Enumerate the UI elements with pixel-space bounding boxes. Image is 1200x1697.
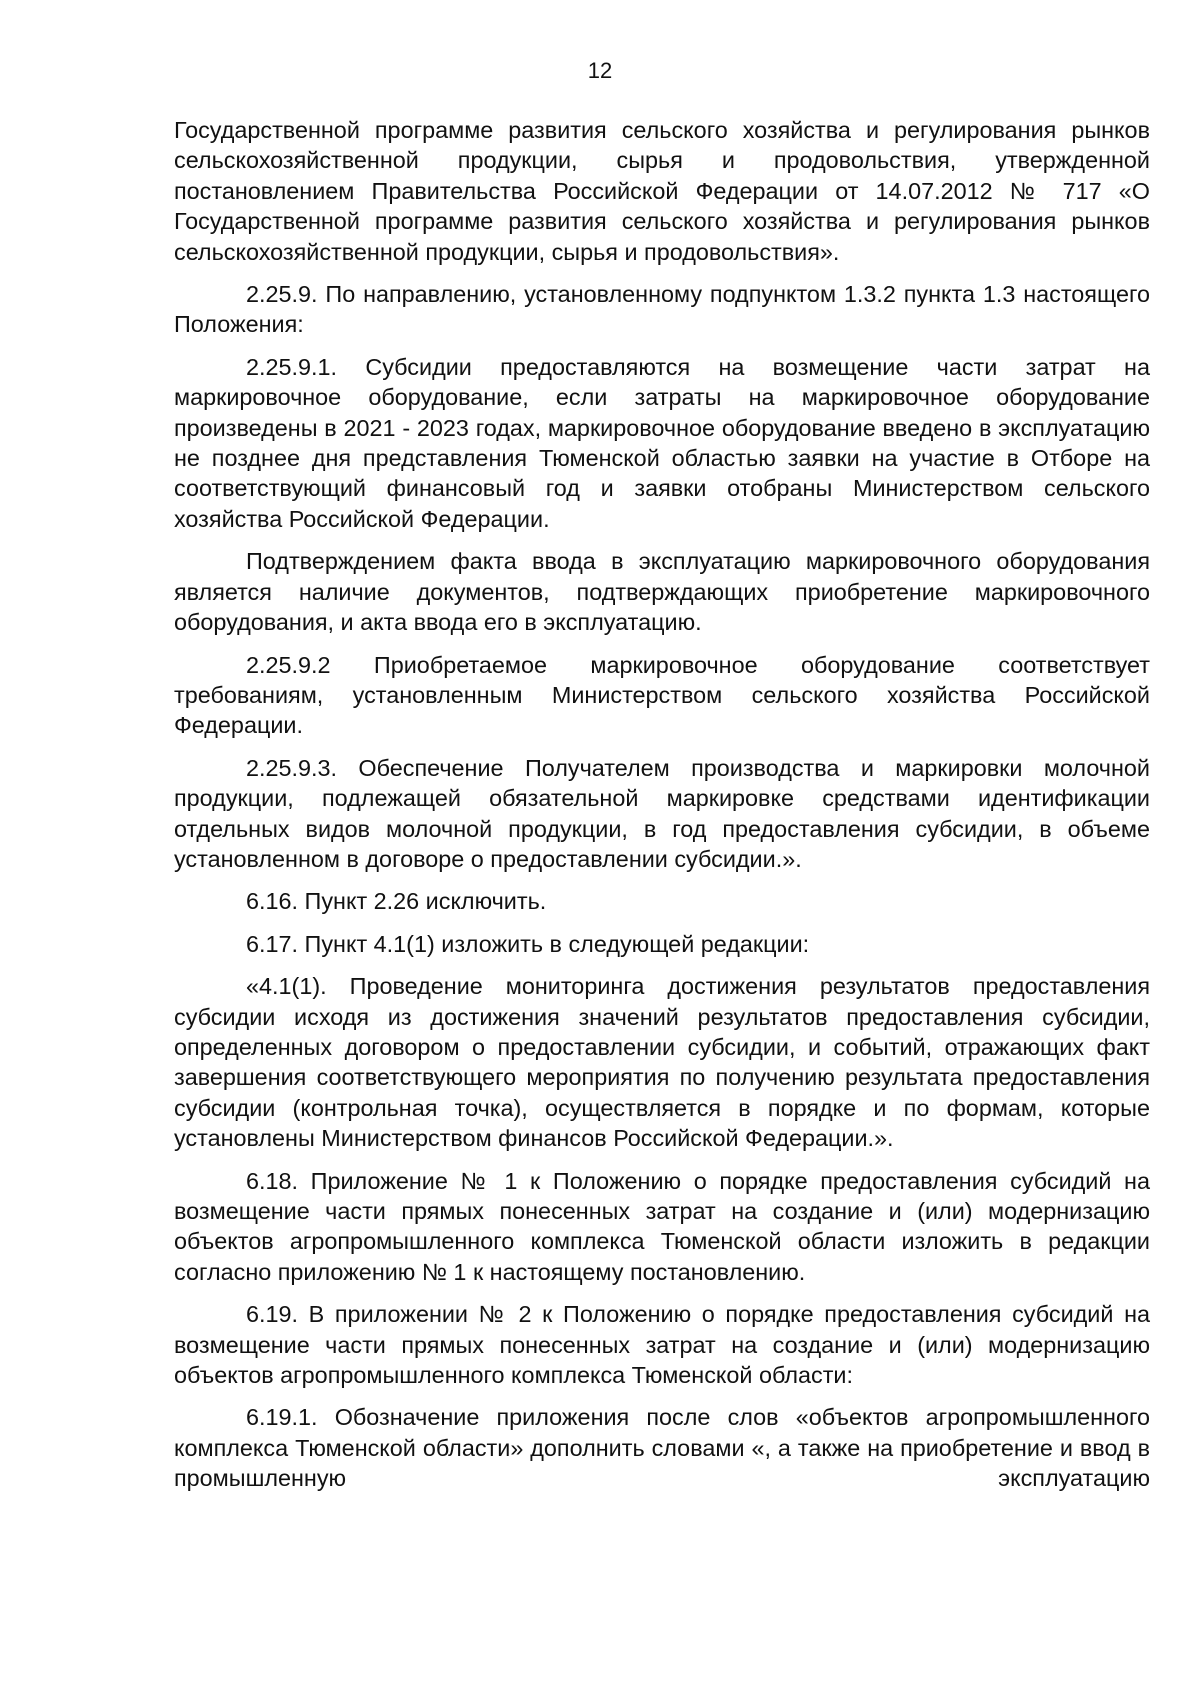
paragraph-2-25-9-1: 2.25.9.1. Субсидии предоставляются на возмещение части затрат на маркировочное оборудование, если затраты на маркировочное оборудование произведены в 2021 - 2023 годах, маркировочное оборудование введено в эксплуатацию не позднее дня представления Тюменской областью заявки на участие в Отборе на соответствующий финансовый год и заявки отобраны Министерством сельского хозяйства Российской Федерации.: [174, 353, 1150, 532]
paragraph-confirmation: Подтверждением факта ввода в эксплуатацию маркировочного оборудования является наличие документов, подтверждающих приобретение маркировочного оборудования, и акта ввода его в эксплуатацию.: [174, 548, 1150, 636]
paragraph-2-25-9: 2.25.9. По направлению, установленному подпунктом 1.3.2 пункта 1.3 настоящего Положения:: [174, 281, 1150, 338]
paragraph-6-19: 6.19. В приложении № 2 к Положению о порядке предоставления субсидий на возмещение части прямых понесенных затрат на создание и (или) модернизацию объектов агропромышленного комплекса Тюменской области:: [174, 1301, 1150, 1389]
paragraph-2-25-9-3: 2.25.9.3. Обеспечение Получателем производства и маркировки молочной продукции, подлежащей обязательной маркировке средствами идентификации отдельных видов молочной продукции, в год предоставления субсидии, в объеме установленном в договоре о предоставлении субсидии.».: [174, 754, 1150, 872]
paragraph-2-25-9-2: 2.25.9.2 Приобретаемое маркировочное оборудование соответствует требованиям, установленным Министерством сельского хозяйства Российской Федерации.: [174, 651, 1150, 739]
paragraph-6-19-1: 6.19.1. Обозначение приложения после слов «объектов агропромышленного комплекса Тюменской области» дополнить словами «, а также на приобретение и ввод в промышленную эксплуатацию: [174, 1404, 1150, 1492]
paragraph-4-1-1: «4.1(1). Проведение мониторинга достижения результатов предоставления субсидии исходя из достижения значений результатов предоставления субсидии, определенных договором о предоставлении субсидии, и событий, отражающих факт завершения соответствующего мероприятия по получению результата предоставления субсидии (контрольная точка), осуществляется в порядке и по формам, которые установлены Министерством финансов Российской Федерации.».: [174, 973, 1150, 1152]
paragraph-continuation: Государственной программе развития сельского хозяйства и регулирования рынков сельскохозяйственной продукции, сырья и продовольствия, утвержденной постановлением Правительства Российской Федерации от 14.07.2012 № 717 «О Государственной программе развития сельского хозяйства и регулирования рынков сельскохозяйственной продукции, сырья и продовольствия».: [174, 117, 1150, 265]
paragraph-6-16: 6.16. Пункт 2.26 исключить.: [246, 888, 547, 915]
document-body: [174, 115, 1150, 1506]
page-number: 12: [587, 58, 613, 83]
paragraph-6-17: 6.17. Пункт 4.1(1) изложить в следующей редакции:: [246, 930, 810, 957]
paragraph-6-18: 6.18. Приложение № 1 к Положению о порядке предоставления субсидий на возмещение части прямых понесенных затрат на создание и (или) модернизацию объектов агропромышленного комплекса Тюменской области изложить в редакции согласно приложению № 1 к настоящему постановлению.: [174, 1167, 1150, 1285]
